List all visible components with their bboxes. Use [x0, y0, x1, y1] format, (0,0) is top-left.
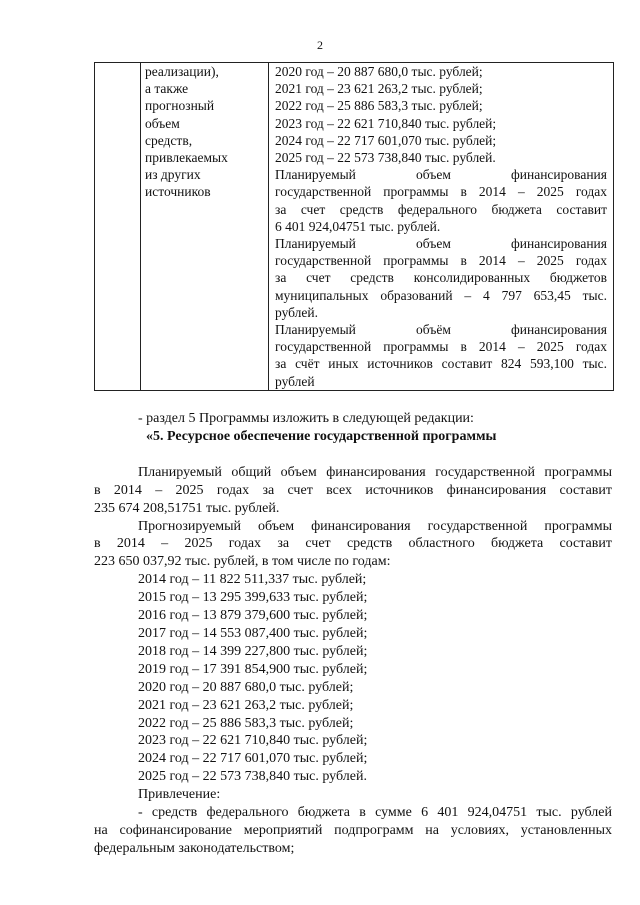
federal-attraction-line: федеральным законодательством;: [94, 840, 295, 856]
other-funding-line: Планируемый объём финансирования: [275, 322, 607, 338]
label-line: прогнозный: [145, 98, 215, 114]
year-line: 2021 год – 23 621 263,2 тыс. рублей;: [275, 81, 483, 97]
year-line: 2019 год – 17 391 854,900 тыс. рублей;: [138, 661, 368, 677]
table-cell-label: [141, 63, 269, 391]
total-funding-line: в 2014 – 2025 годах за счет всех источников финансирования составит: [94, 482, 612, 498]
year-line: 2015 год – 13 295 399,633 тыс. рублей;: [138, 590, 368, 606]
federal-funding-line: за счет средств федерального бюджета составит: [275, 201, 607, 217]
other-funding-line: рублей: [275, 373, 315, 389]
federal-attraction-line: - средств федерального бюджета в сумме 6 401 924,04751 тыс. рублей: [138, 805, 612, 821]
label-line: а также: [145, 81, 189, 97]
intro-line: - раздел 5 Программы изложить в следующей редакции:: [138, 411, 474, 426]
total-funding-line: Планируемый общий объем финансирования государственной программы: [138, 464, 612, 480]
year-line: 2025 год – 22 573 738,840 тыс. рублей.: [275, 150, 496, 166]
year-line: 2024 год – 22 717 601,070 тыс. рублей;: [138, 751, 368, 767]
federal-funding-line: государственной программы в 2014 – 2025 годах: [275, 184, 607, 200]
label-line: источников: [145, 184, 211, 200]
year-line: 2020 год – 20 887 680,0 тыс. рублей;: [275, 64, 483, 79]
table-cell-empty: [95, 63, 141, 391]
year-line: 2021 год – 23 621 263,2 тыс. рублей;: [138, 697, 354, 713]
year-line: 2023 год – 22 621 710,840 тыс. рублей;: [138, 733, 368, 749]
municipal-funding-line: муниципальных образований – 4 797 653,45 тыс.: [275, 287, 607, 303]
main-text: [94, 410, 612, 858]
regional-funding-line: в 2014 – 2025 годах за счет средств областного бюджета составит: [94, 536, 612, 552]
year-line: 2017 год – 14 553 087,400 тыс. рублей;: [138, 625, 368, 641]
year-line: 2024 год – 22 717 601,070 тыс. рублей;: [275, 132, 497, 148]
regional-funding-line: Прогнозируемый объем финансирования государственной программы: [138, 518, 612, 534]
year-line: 2014 год – 11 822 511,337 тыс. рублей;: [138, 572, 367, 588]
federal-funding-line: 6 401 924,04751 тыс. рублей.: [275, 218, 441, 234]
label-line: привлекаемых: [145, 150, 228, 166]
municipal-funding-line: Планируемый объем финансирования: [275, 236, 607, 252]
section-heading: «5. Ресурсное обеспечение государственной программы: [146, 428, 497, 444]
federal-attraction-line: на софинансирование мероприятий подпрограмм на условиях, установленных: [94, 822, 612, 838]
year-line: 2018 год – 14 399 227,800 тыс. рублей;: [138, 643, 368, 659]
total-funding-line: 235 674 208,51751 тыс. рублей.: [94, 500, 280, 516]
year-line: 2020 год – 20 887 680,0 тыс. рублей;: [138, 679, 354, 695]
table-row: [95, 63, 614, 391]
label-line: реализации),: [145, 64, 219, 79]
page-number: 2: [317, 38, 323, 52]
table-cell-content: [269, 63, 614, 391]
federal-funding-line: Планируемый объем финансирования: [275, 167, 607, 183]
year-line: 2025 год – 22 573 738,840 тыс. рублей.: [138, 769, 367, 785]
label-line: из других: [145, 167, 201, 183]
other-funding-line: за счёт иных источников составит 824 593,100 тыс.: [275, 356, 607, 372]
year-line: 2023 год – 22 621 710,840 тыс. рублей;: [275, 115, 497, 131]
municipal-funding-line: за счет средств консолидированных бюджетов: [275, 270, 607, 286]
resource-table: [94, 62, 614, 391]
municipal-funding-line: государственной программы в 2014 – 2025 годах: [275, 253, 607, 269]
other-funding-line: государственной программы в 2014 – 2025 годах: [275, 339, 607, 355]
label-line: объем: [145, 115, 180, 131]
attraction-label: Привлечение:: [138, 787, 221, 803]
label-line: средств,: [145, 132, 193, 148]
year-line: 2022 год – 25 886 583,3 тыс. рублей;: [275, 98, 483, 114]
year-line: 2016 год – 13 879 379,600 тыс. рублей;: [138, 608, 368, 624]
municipal-funding-line: рублей.: [275, 304, 319, 320]
year-line: 2022 год – 25 886 583,3 тыс. рублей;: [138, 715, 354, 731]
regional-funding-line: 223 650 037,92 тыс. рублей, в том числе по годам:: [94, 554, 391, 570]
